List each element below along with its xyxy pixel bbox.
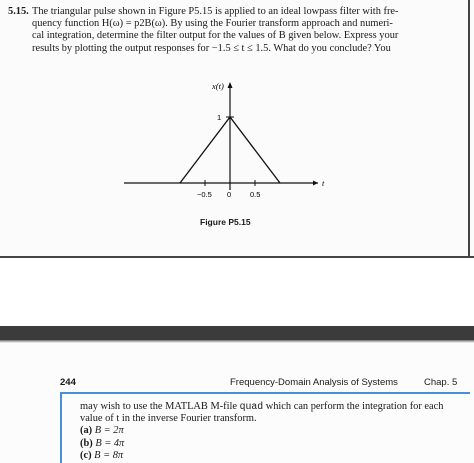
tick-label-neg-half: −0.5 <box>197 190 212 199</box>
part-a-label: (a) <box>80 425 93 437</box>
matlab-function-name: quad <box>239 401 264 412</box>
peak-label: 1 <box>217 113 222 122</box>
part-c-expr: B = 8π <box>94 449 124 461</box>
running-title: Frequency-Domain Analysis of Systems <box>230 377 398 388</box>
t-axis-arrow <box>313 181 318 186</box>
part-a-expr: B = 2π <box>94 425 124 437</box>
problem-number: 5.15. <box>8 6 29 17</box>
part-c-label: (c) <box>80 449 92 461</box>
problem-line-2: quency function H(ω) = p2B(ω). By using the Fourier transform approach and numeri- <box>32 18 393 30</box>
part-b <box>80 438 124 450</box>
page-right-border <box>468 0 470 258</box>
y-axis-label: x(t) <box>212 81 224 91</box>
part-b-label: (b) <box>80 437 93 449</box>
y-axis-arrow <box>228 82 233 88</box>
part-c <box>80 450 123 462</box>
tick-label-pos-half: 0.5 <box>250 190 261 199</box>
part-a <box>80 425 124 437</box>
part-b-expr: B = 4π <box>95 437 125 449</box>
cont-line-2: value of t in the inverse Fourier transform. <box>80 413 257 425</box>
cont-line-1 <box>80 401 443 413</box>
problem-line-1: The triangular pulse shown in Figure P5.15 is applied to an ideal lowpass filter with fre- <box>32 6 399 17</box>
figure-caption: Figure P5.15 <box>200 217 251 227</box>
chapter-label: Chap. 5 <box>424 377 458 388</box>
page-number: 244 <box>60 377 76 388</box>
x-axis-label: t <box>322 178 325 188</box>
tick-label-zero: 0 <box>227 190 232 199</box>
problem-line-4: results by plotting the output responses for −1.5 ≤ t ≤ 1.5. What do you conclude? You <box>32 42 391 54</box>
problem-line-3: cal integration, determine the filter output for the values of B given below. Express your <box>32 30 399 42</box>
page-separator-band <box>0 326 474 340</box>
page-gap <box>0 258 474 326</box>
cont-line-1-post: which can perform the integration for each <box>263 401 444 412</box>
cont-line-1-pre: may wish to use the MATLAB M-file <box>80 401 240 412</box>
